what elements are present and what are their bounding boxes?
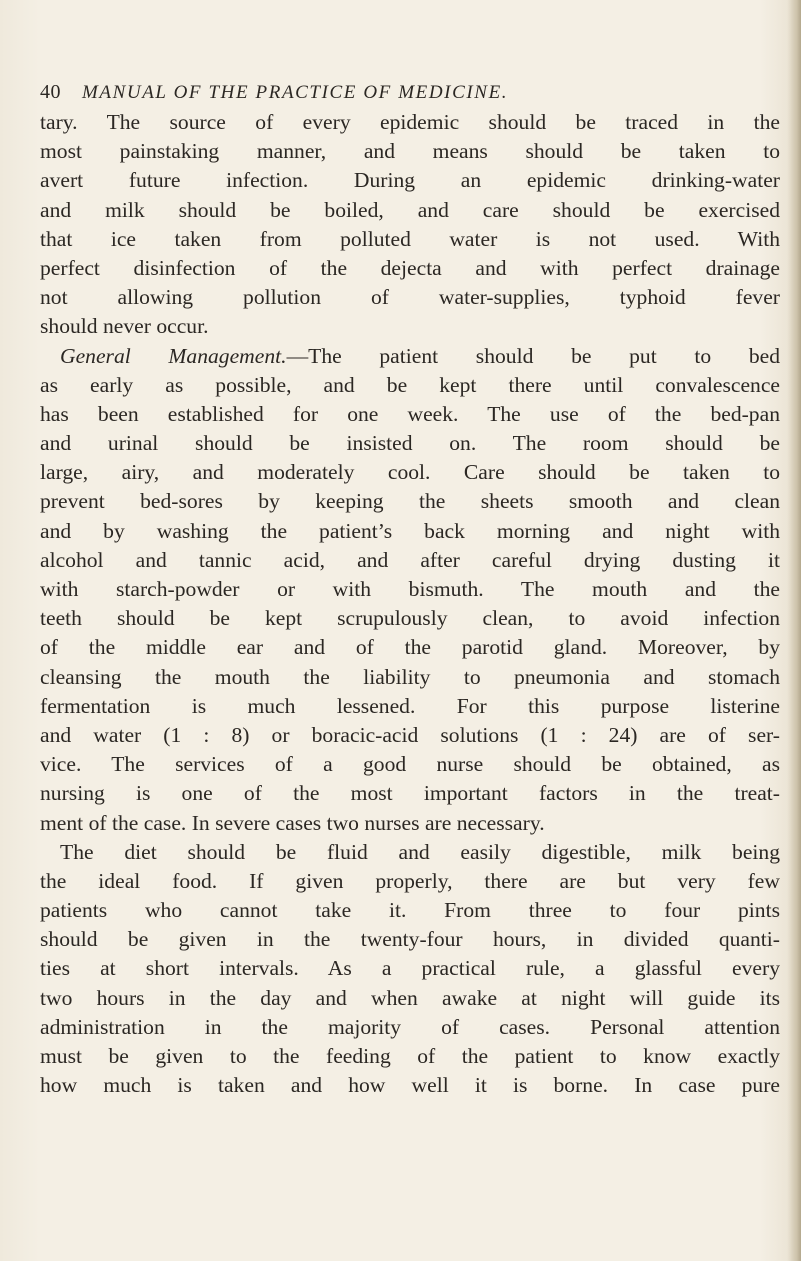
text-line: as early as possible, and be kept there until convalescence — [40, 372, 780, 397]
text-line: alcohol and tannic acid, and after careful drying dusting it — [40, 547, 780, 572]
text-line: administration in the majority of cases. Personal attention — [40, 1014, 780, 1039]
text-line: The diet should be fluid and easily digestible, milk being — [60, 839, 780, 864]
running-head-title: MANUAL OF THE PRACTICE OF MEDICINE. — [82, 82, 509, 103]
text-line: with starch-powder or with bismuth. The mouth and the — [40, 577, 780, 601]
text-line: should never occur. — [40, 314, 209, 339]
text-line: and milk should be boiled, and care should be exercised — [40, 197, 780, 222]
body-text — [40, 108, 780, 1100]
text-line: not allowing pollution of water-supplies, typhoid fever — [40, 285, 780, 310]
text-line: perfect disinfection of the dejecta and with perfect drainage — [40, 255, 780, 280]
text-line: patients who cannot take it. From three to four pints — [40, 898, 780, 923]
text-line: most painstaking manner, and means should be taken to — [40, 139, 780, 164]
text-line: nursing is one of the most important factors in the treat- — [40, 781, 780, 806]
running-head — [40, 78, 740, 106]
section-heading: General Management. — [60, 343, 287, 368]
text-line: and by washing the patient’s back morning and night with — [40, 518, 780, 543]
page-number: 40 — [40, 81, 61, 103]
page-edge-shadow — [787, 0, 801, 1261]
text-line: two hours in the day and when awake at night will guide its — [40, 985, 780, 1010]
text-line: tary. The source of every epidemic should be traced in the — [40, 110, 780, 134]
text-line: must be given to the feeding of the patient to know exactly — [40, 1044, 780, 1068]
text-line: and water (1 : 8) or boracic-acid solutions (1 : 24) are of ser- — [40, 722, 780, 747]
text-line: has been established for one week. The use of the bed-pan — [40, 401, 780, 426]
text-line: ment of the case. In severe cases two nurses are necessary. — [40, 810, 545, 835]
text-line: prevent bed-sores by keeping the sheets smooth and clean — [40, 489, 780, 514]
text-line: of the middle ear and of the parotid gland. Moreover, by — [40, 635, 780, 660]
text-line: large, airy, and moderately cool. Care should be taken to — [40, 460, 780, 485]
text-line: —The patient should be put to bed — [286, 343, 780, 368]
text-line: that ice taken from polluted water is not used. With — [40, 226, 780, 251]
text-line: teeth should be kept scrupulously clean, to avoid infection — [40, 606, 780, 631]
text-line: how much is taken and how well it is borne. In case pure — [40, 1073, 780, 1098]
text-line: ties at short intervals. As a practical rule, a glassful every — [40, 956, 780, 981]
text-line: cleansing the mouth the liability to pneumonia and stomach — [40, 664, 780, 689]
section-paragraph-start — [40, 342, 780, 371]
text-line: the ideal food. If given properly, there are but very few — [40, 868, 780, 893]
text-line: should be given in the twenty-four hours, in divided quanti- — [40, 927, 780, 952]
text-line: vice. The services of a good nurse should be obtained, as — [40, 752, 780, 777]
text-line: avert future infection. During an epidemic drinking-water — [40, 168, 780, 193]
text-line: fermentation is much lessened. For this purpose listerine — [40, 693, 780, 718]
text-line: and urinal should be insisted on. The room should be — [40, 431, 780, 456]
